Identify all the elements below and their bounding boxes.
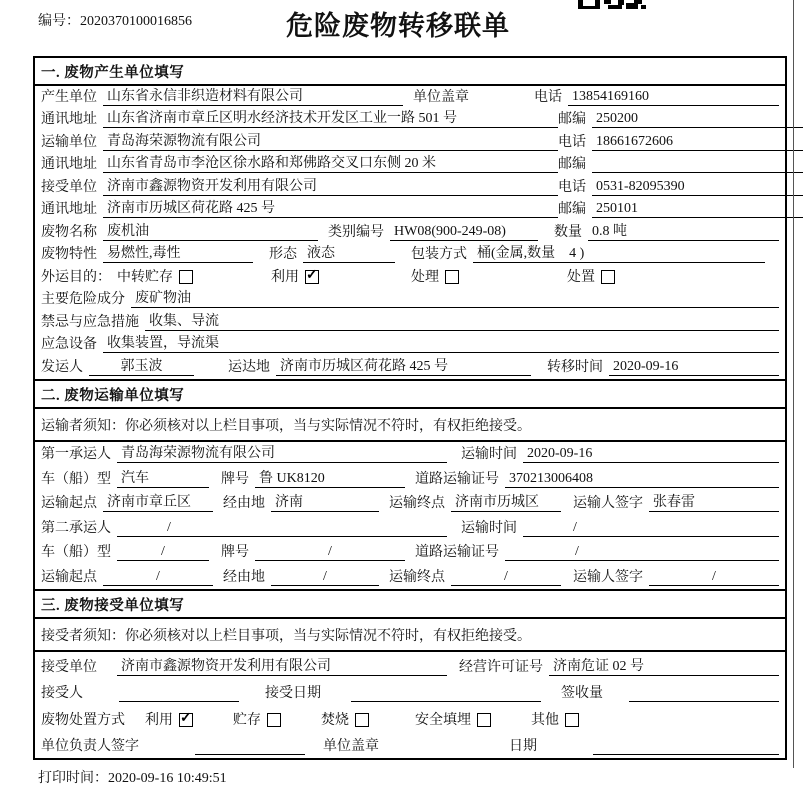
acceptor-value [119,685,239,702]
origin1-value: 济南市章丘区 [103,491,213,512]
phone1-value: 13854169160 [568,89,779,106]
disposal-option-incinerate: 焚烧 [321,709,369,729]
row-acceptor [35,679,785,706]
phone1-label: 电话 [534,89,562,105]
receiver-notice: 接受者须知：你必须核对以上栏目事项，当与实际情况不符时，有权拒绝接受。 [35,619,785,652]
zip2-label: 邮编 [558,157,586,172]
producer-label: 产生单位 [41,89,97,105]
head-sign-label: 单位负责人签字 [41,739,139,755]
print-time-label: 打印时间： [38,771,108,787]
serial-value: 2020370100016856 [80,14,192,29]
carrier1-value: 青岛海荣源物流有限公司 [117,442,447,463]
print-time [38,767,796,787]
checkbox-dispose [601,270,615,284]
via2-label: 经由地 [223,570,265,586]
row-head-signature [35,732,785,759]
operation-license-value: 济南危证 02 号 [549,655,779,676]
vehicle2-value: / [117,544,209,561]
addr2-label: 通讯地址 [41,157,97,172]
row-carrier1 [35,442,785,467]
unit-seal-label: 单位盖章 [413,89,469,105]
row-disposal-method [35,705,785,732]
accept-unit-label: 接受单位 [41,659,97,675]
accept-unit-value: 济南市鑫源物资开发利用有限公司 [117,655,447,676]
row-vehicle2 [35,540,785,565]
disposal-option-utilize: 利用 ✓ [145,709,193,729]
taboo-label: 禁忌与应急措施 [41,314,139,330]
addr1-value: 山东省济南市章丘区明水经济技术开发区工业一路 501 号 [103,107,558,128]
producer-value: 山东省永信非织造材料有限公司 [103,85,403,106]
acceptor-label: 接受人 [41,686,83,702]
row-transporter-address [35,154,785,177]
phone2-value: 18661672606 [592,134,803,151]
qr-code-fragment [578,0,646,9]
checkbox-disposal-landfill [477,713,491,727]
zip3-value: 250101 [592,201,803,218]
addr1-label: 通讯地址 [41,112,97,127]
plate1-value: 鲁 UK8120 [255,467,405,488]
phone3-value: 0531-82095390 [592,179,803,196]
transporter-notice: 运输者须知：你必须核对以上栏目事项，当与实际情况不符时，有权拒绝接受。 [35,409,785,442]
row-vehicle1 [35,466,785,491]
hazard-label: 主要危险成分 [41,292,125,307]
purpose-option-utilize: 利用 ✓ [271,266,319,286]
time1-value: 2020-09-16 [523,446,779,463]
waste-name-label: 废物名称 [41,224,97,240]
accept-date-label: 接受日期 [265,686,321,702]
quantity-label: 数量 [554,224,582,240]
row-carrier2 [35,515,785,540]
vehicle2-label: 车（船）型 [41,545,111,561]
row-transporter [35,131,785,154]
row-waste-property [35,244,785,267]
dest-label: 运达地 [228,359,270,375]
purpose-option-dispose: 处置 [567,266,615,286]
checkbox-disposal-utilize [179,713,193,727]
addr3-value: 济南市历城区荷花路 425 号 [103,197,558,218]
via1-value: 济南 [271,491,379,512]
head-sign-value [195,738,305,755]
row-waste-name [35,221,785,244]
page-title: 危险废物转移联单 [286,11,510,41]
waste-name-value: 废机油 [103,220,318,241]
end2-value: / [451,569,561,586]
carrier1-label: 第一承运人 [41,447,111,463]
zip1-label: 邮编 [558,112,586,127]
row-producer-address [35,109,785,132]
zip1-value: 250200 [592,111,803,128]
property-value: 易燃性,毒性 [103,242,253,263]
taboo-value: 收集、导流 [145,310,779,331]
purpose-option-storage: 中转贮存 [117,266,193,286]
plate2-label: 牌号 [221,545,249,561]
end1-value: 济南市历城区 [451,491,561,512]
origin2-label: 运输起点 [41,570,97,586]
shipper-value: 郭玉波 [89,355,194,376]
addr3-label: 通讯地址 [41,202,97,217]
phone3-label: 电话 [558,179,586,195]
checkbox-utilize [305,270,319,284]
time2-value: / [523,520,779,537]
sign1-label: 运输人签字 [573,496,643,512]
license2-label: 道路运输证号 [415,545,499,561]
vehicle1-label: 车（船）型 [41,471,111,487]
disposal-option-store: 贮存 [233,709,281,729]
transfer-time-value: 2020-09-16 [609,359,779,376]
vehicle1-value: 汽车 [117,467,209,488]
row-shipper [35,356,785,379]
zip3-label: 邮编 [558,202,586,217]
checkbox-disposal-incinerate [355,713,369,727]
carrier2-label: 第二承运人 [41,520,111,536]
origin1-label: 运输起点 [41,496,97,512]
document-header [0,0,796,56]
equip-label: 应急设备 [41,337,97,352]
section1-header: 一. 废物产生单位填写 [35,58,785,86]
row-transfer-purpose [35,266,785,289]
via2-value: / [271,569,379,586]
checkbox-disposal-other [565,713,579,727]
property-label: 废物特性 [41,247,97,262]
receiver-label: 接受单位 [41,179,97,195]
zip2-value [592,156,803,173]
end2-label: 运输终点 [389,570,445,586]
end1-label: 运输终点 [389,496,445,512]
packing-label: 包装方式 [411,247,467,262]
plate2-value: / [255,544,405,561]
checkbox-storage [179,270,193,284]
date-label: 日期 [509,739,537,755]
row-receiver [35,176,785,199]
section2-header: 二. 废物运输单位填写 [35,379,785,409]
transfer-time-label: 转移时间 [547,359,603,375]
dest-value: 济南市历城区荷花路 425 号 [276,355,531,376]
origin2-value: / [103,569,213,586]
form-label: 形态 [269,247,297,262]
checkbox-treat [445,270,459,284]
via1-label: 经由地 [223,496,265,512]
license2-value: / [505,544,779,561]
unit-seal2-label: 单位盖章 [323,739,379,755]
row-producer [35,86,785,109]
row-emergency-equipment [35,334,785,357]
category-label: 类别编号 [328,224,384,240]
disposal-option-other: 其他 [531,709,579,729]
page-right-edge-line [793,0,795,768]
form-value: 液态 [303,242,395,263]
row-hazard-component [35,289,785,312]
carrier2-value: / [117,520,447,537]
checkbox-disposal-store [267,713,281,727]
transporter-label: 运输单位 [41,134,97,150]
sign2-label: 运输人签字 [573,570,643,586]
transporter-value: 青岛海荣源物流有限公司 [103,130,558,151]
category-value: HW08(900-249-08) [390,224,538,241]
form-box [33,56,787,760]
row-taboo-measures [35,311,785,334]
sign1-value: 张春雷 [649,491,779,512]
received-qty-label: 签收量 [561,686,603,702]
time2-label: 运输时间 [461,520,517,536]
row-accept-unit [35,652,785,679]
quantity-value: 0.8 吨 [588,220,779,241]
packing-value: 桶(金属,数量 4 ) [473,242,765,263]
receiver-value: 济南市鑫源物资开发利用有限公司 [103,175,558,196]
serial-label: 编号： [38,14,80,29]
accept-date-value [351,685,541,702]
disposal-option-landfill: 安全填埋 [415,709,491,729]
row-receiver-address [35,199,785,222]
shipper-label: 发运人 [41,359,83,375]
hazard-value: 废矿物油 [131,287,779,308]
section3-header: 三. 废物接受单位填写 [35,589,785,619]
date-value [593,738,779,755]
equip-value: 收集装置，导流渠 [103,332,779,353]
purpose-label: 外运目的： [41,269,111,285]
purpose-option-treat: 处理 [411,266,459,286]
license1-label: 道路运输证号 [415,471,499,487]
addr2-value: 山东省青岛市李沧区徐水路和郑佛路交叉口东侧 20 米 [103,152,558,173]
print-time-value: 2020-09-16 10:49:51 [108,771,227,787]
row-route2 [35,564,785,589]
phone2-label: 电话 [558,134,586,150]
disposal-label: 废物处置方式 [41,712,125,728]
time1-label: 运输时间 [461,447,517,463]
received-qty-value [629,685,779,702]
sign2-value: / [649,569,779,586]
row-route1 [35,491,785,516]
license1-value: 370213006408 [505,471,779,488]
plate1-label: 牌号 [221,471,249,487]
operation-license-label: 经营许可证号 [459,659,543,675]
